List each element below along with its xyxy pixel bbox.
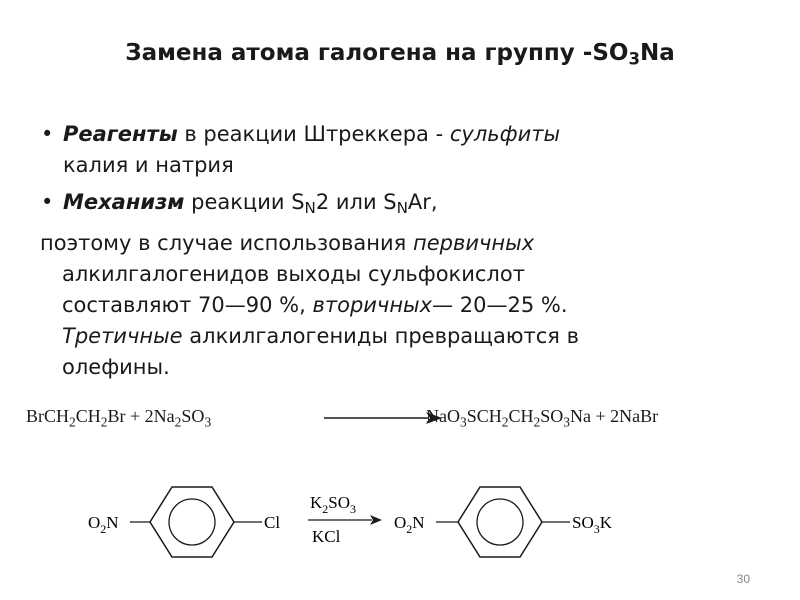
product-nitro-o: O — [394, 513, 407, 532]
eq1-product-subscript: 2 — [501, 414, 509, 430]
eq1-reactant-text: BrCH — [26, 406, 70, 426]
eq1-product-subscript: 3 — [563, 414, 571, 430]
explanation-paragraph — [40, 228, 740, 383]
eq1-product-text: CH — [508, 406, 534, 426]
product-k: K — [599, 513, 613, 532]
mechanism-term: Механизм — [63, 190, 185, 214]
para-line5 — [40, 352, 740, 383]
para-line1: поэтому в случае использования — [40, 231, 413, 255]
reactant-chlorine: Cl — [264, 513, 281, 532]
title-text-end: Na — [639, 40, 675, 66]
reagents-italic: сульфиты — [449, 122, 561, 146]
benzene-ring-product — [458, 487, 542, 557]
reagent-k2so3 — [310, 493, 356, 516]
reagents-text-line2: калия и натрия — [63, 153, 234, 177]
slide-title — [0, 40, 800, 69]
para-line3-text: составляют 70—90 %, — [62, 293, 313, 317]
para-line3-text-end: — 20—25 %. — [432, 293, 568, 317]
eq1-reactant-subscript: 2 — [174, 414, 182, 430]
product-so-sub: 3 — [593, 522, 600, 536]
equation-1-products — [426, 406, 658, 431]
eq1-reactant-text: CH — [75, 406, 101, 426]
reagent-kcl: KCl — [312, 527, 341, 546]
mechanism-sub1: N — [304, 199, 316, 218]
product-nitro-sub: 2 — [406, 522, 413, 536]
equation-1-reactants — [26, 406, 211, 431]
para-line1-italic: первичных — [412, 231, 535, 255]
mechanism-sub2: N — [396, 199, 408, 218]
reagent-k-sub: 2 — [322, 502, 329, 516]
product-nitro-n: N — [412, 513, 425, 532]
title-subscript: 3 — [628, 49, 640, 69]
bullet-dot-icon: • — [41, 122, 54, 146]
reagent-so: SO — [328, 493, 351, 512]
eq1-reactant-text: Br + 2Na — [107, 406, 175, 426]
mechanism-text: реакции S — [184, 190, 305, 214]
reagents-term: Реагенты — [63, 122, 178, 146]
reactant-nitro-n: N — [106, 513, 119, 532]
mechanism-text2: 2 или S — [315, 190, 397, 214]
eq1-product-subscript: 2 — [533, 414, 541, 430]
para-line2-text: алкилгалогенидов выходы сульфокислот — [62, 262, 525, 286]
page-number: 30 — [736, 572, 750, 586]
bullet-dot-icon: • — [41, 190, 54, 214]
eq1-reactant-subscript: 2 — [69, 414, 76, 430]
title-text: Замена атома галогена на группу -SO — [125, 40, 629, 66]
eq1-product-text: SCH — [466, 406, 502, 426]
para-line3-italic: вторичных — [312, 293, 433, 317]
product-so: SO — [572, 513, 594, 532]
para-line4 — [40, 321, 740, 352]
eq1-product-text: NaO — [426, 406, 460, 426]
product-so3k-group — [572, 513, 613, 536]
product-nitro-group — [394, 513, 425, 536]
para-line2 — [40, 259, 740, 290]
eq1-reactant-subscript: 3 — [204, 414, 212, 430]
para-line4-italic: Третичные — [62, 324, 183, 348]
para-line3 — [40, 290, 740, 321]
reagents-text: в реакции Штреккера - — [177, 122, 450, 146]
reactant-nitro-o: O — [88, 513, 101, 532]
para-line4-text: алкилгалогениды превращаются в — [182, 324, 579, 348]
eq1-reactant-text: SO — [181, 406, 205, 426]
para-line5-text: олефины. — [62, 355, 170, 379]
equation-2-diagram — [0, 470, 800, 580]
eq1-product-text: SO — [540, 406, 564, 426]
eq1-reactant-subscript: 2 — [100, 414, 108, 430]
reagent-k: K — [310, 493, 323, 512]
reactant-nitro-group — [88, 513, 119, 536]
equation-1 — [26, 402, 786, 436]
reagent-so-sub: 3 — [350, 502, 357, 516]
mechanism-text3: Ar, — [407, 190, 438, 214]
reaction-arrow-icon — [308, 515, 382, 525]
reactant-nitro-sub: 2 — [100, 522, 107, 536]
benzene-ring-reactant — [150, 487, 234, 557]
eq1-product-text: Na + 2NaBr — [570, 406, 659, 426]
eq1-product-subscript: 3 — [460, 414, 467, 430]
